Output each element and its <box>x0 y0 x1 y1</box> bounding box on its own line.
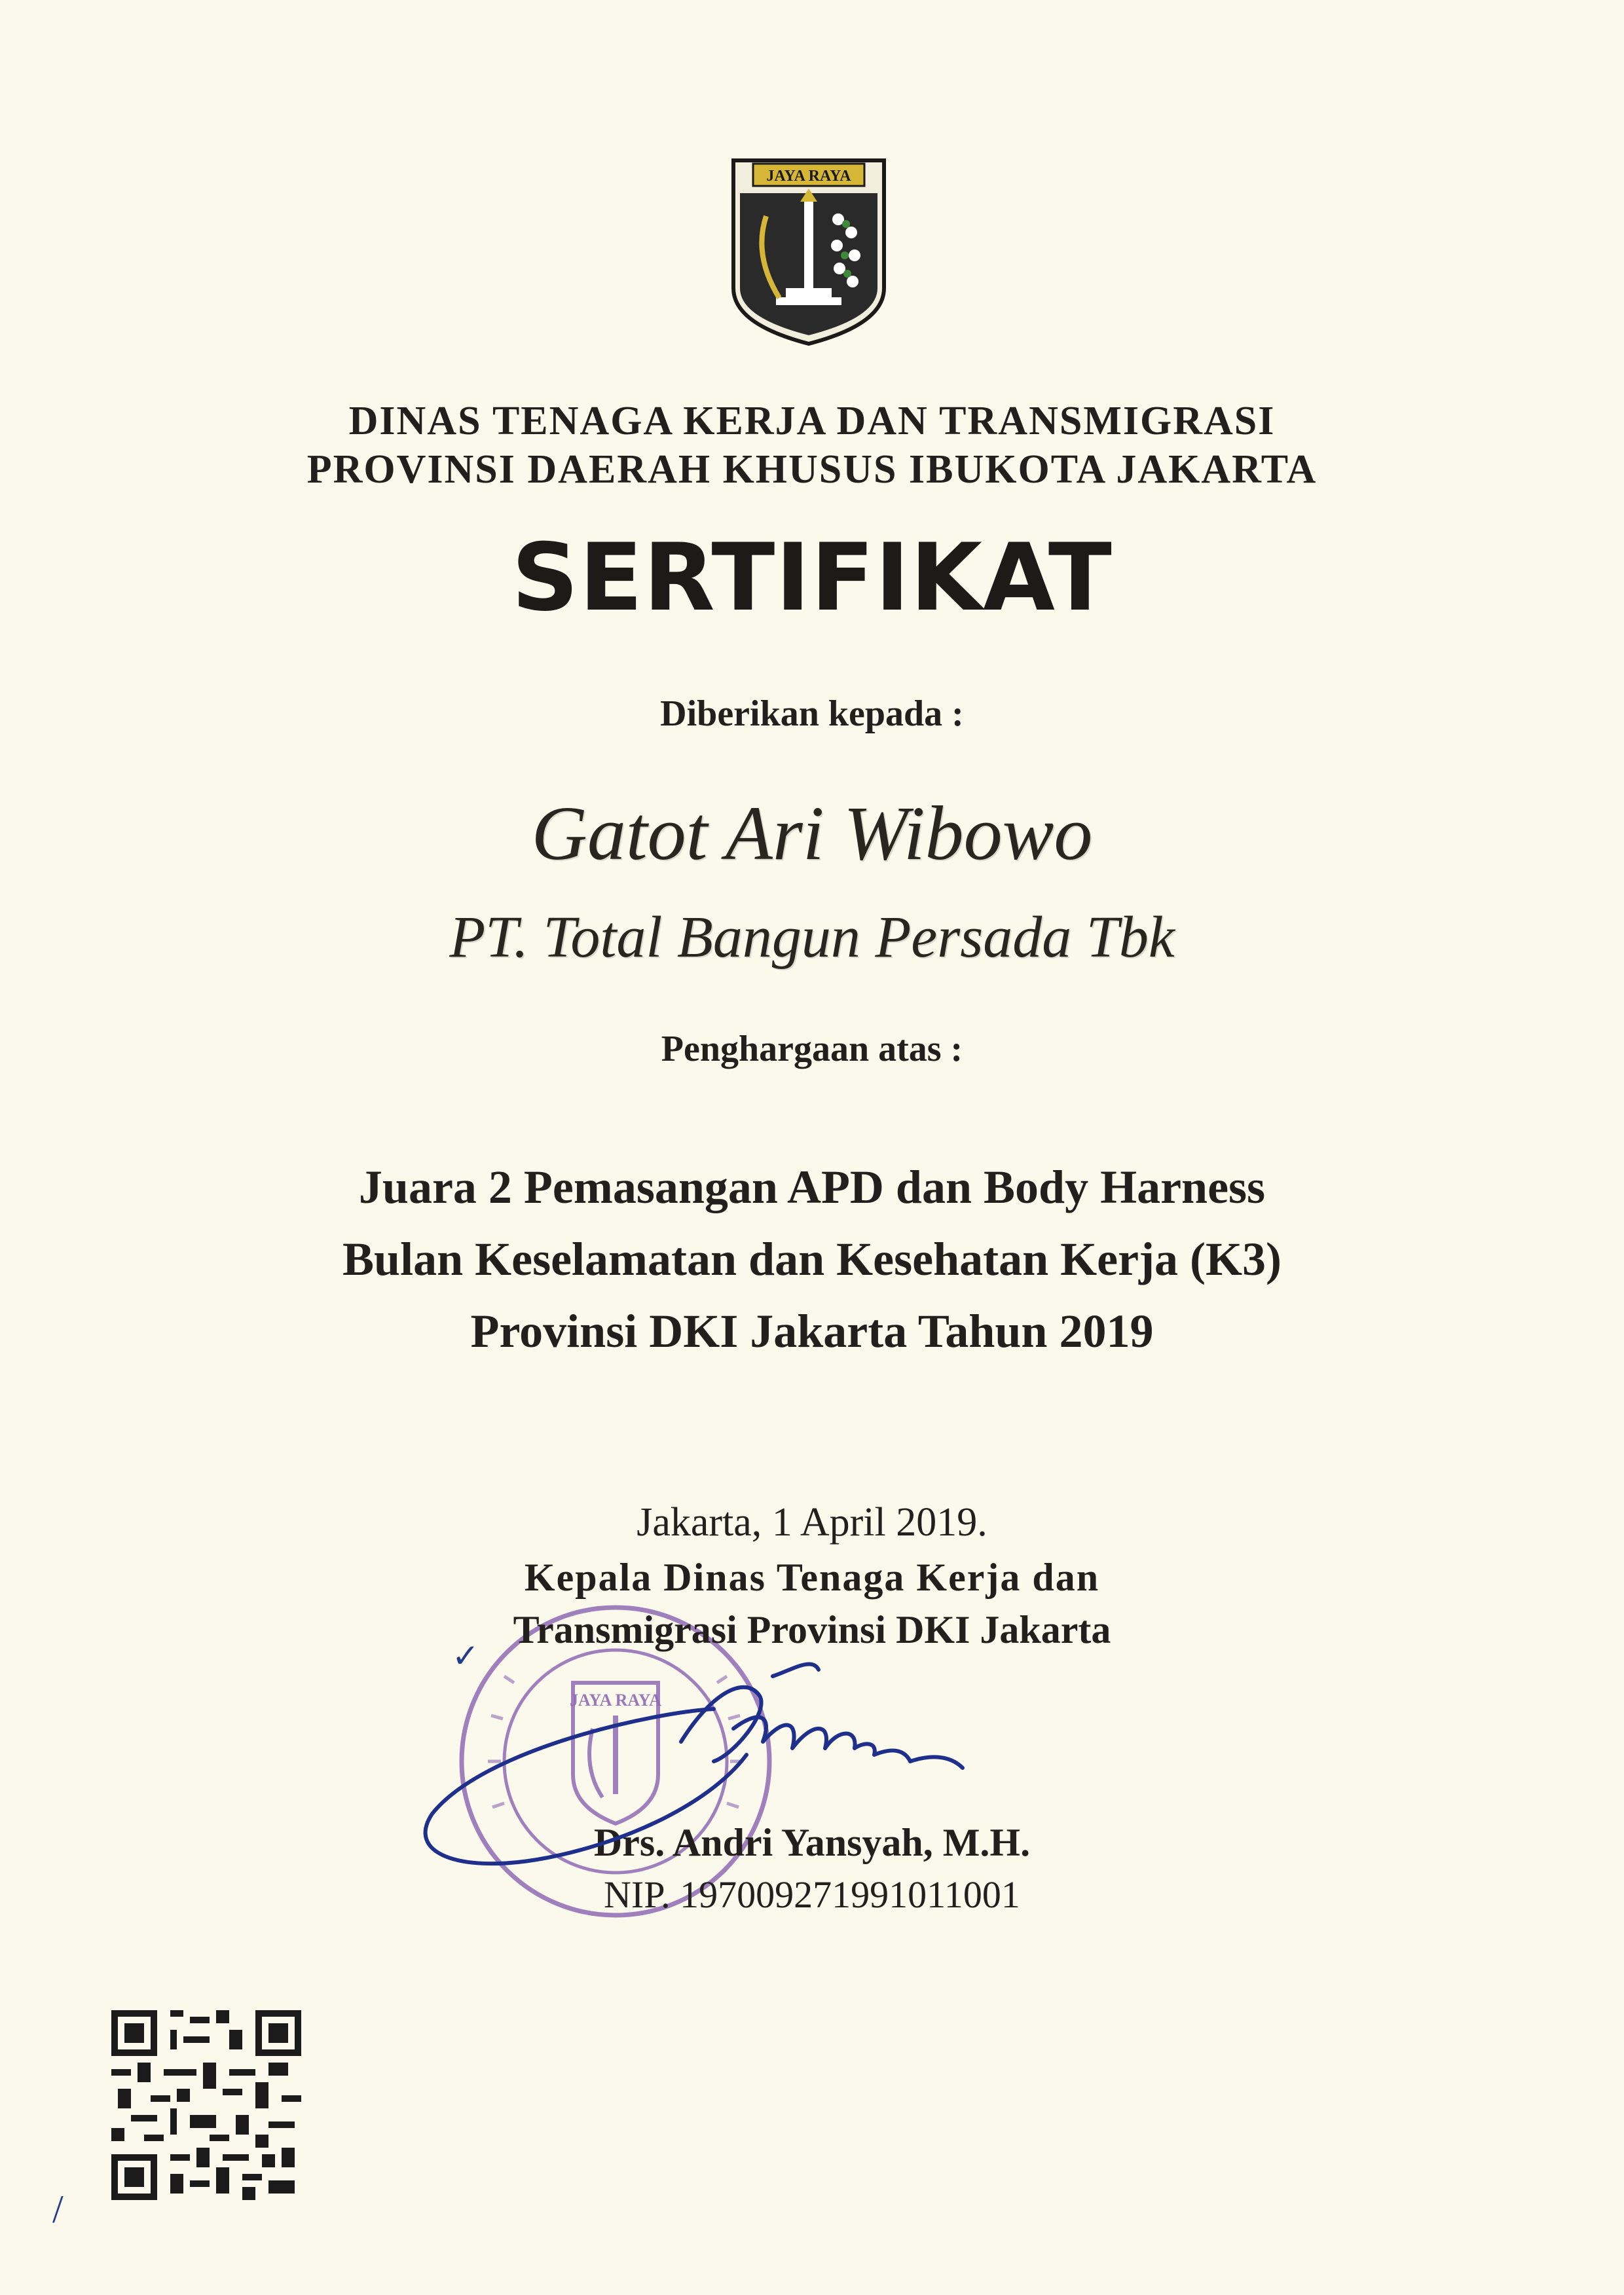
pen-tick-mark: ✓ <box>452 1638 479 1674</box>
recipient-name: Gatot Ari Wibowo <box>531 790 1093 876</box>
award-line-3: Provinsi DKI Jakarta Tahun 2019 <box>470 1305 1154 1357</box>
margin-pen-mark: / <box>52 2188 64 2231</box>
agency-name-line-1: DINAS TENAGA KERJA DAN TRANSMIGRASI <box>348 399 1276 443</box>
agency-name-line-2: PROVINSI DAERAH KHUSUS IBUKOTA JAKARTA <box>306 447 1318 492</box>
award-label: Penghargaan atas : <box>661 1029 963 1069</box>
official-name: Drs. Andri Yansyah, M.H. <box>593 1821 1031 1864</box>
jakarta-coat-of-arms-icon <box>727 157 891 347</box>
official-position-line-1: Kepala Dinas Tenaga Kerja dan <box>524 1556 1100 1599</box>
award-line-2: Bulan Keselamatan dan Kesehatan Kerja (K3) <box>342 1233 1282 1285</box>
certificate-title: SERTIFIKAT <box>511 524 1113 632</box>
given-to-label: Diberikan kepada : <box>660 693 964 734</box>
handwritten-signature-icon <box>406 1650 995 1899</box>
stamp-motto: JAYA RAYA <box>570 1691 661 1710</box>
award-line-1: Juara 2 Pemasangan APD dan Body Harness <box>358 1161 1266 1213</box>
official-nip: NIP. 197009271991011001 <box>604 1873 1020 1916</box>
emblem-motto: JAYA RAYA <box>766 168 851 185</box>
place-and-date: Jakarta, 1 April 2019. <box>637 1500 987 1545</box>
qr-code-icon <box>111 2010 301 2200</box>
recipient-company: PT. Total Bangun Persada Tbk <box>449 905 1175 970</box>
official-position-line-2: Transmigrasi Provinsi DKI Jakarta <box>513 1608 1111 1651</box>
